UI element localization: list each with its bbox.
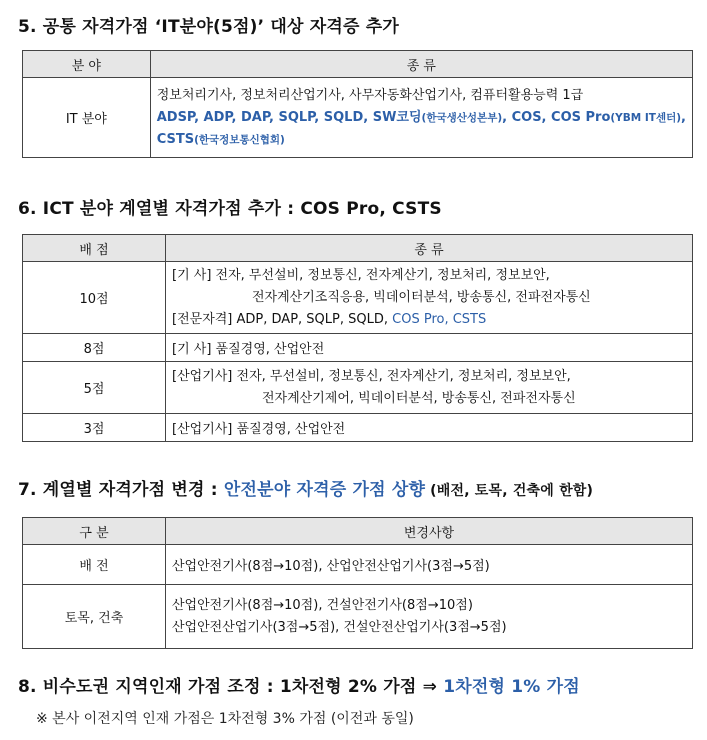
types-cell	[166, 262, 693, 334]
row-line: 산업안전기사(8점→10점), 건설안전기사(8점→10점)	[172, 597, 473, 613]
types-cell: [기 사] 품질경영, 산업안전	[166, 334, 693, 362]
row-line: [기 사] 전자, 무선설비, 정보통신, 전자계산기, 정보처리, 정보보안,	[172, 267, 550, 283]
section-8-note: ※ 본사 이전지역 인재 가점은 1차전형 3% 가점 (이전과 동일)	[36, 711, 414, 727]
table-row	[23, 362, 693, 414]
it-types-line-3: CSTS(한국정보통신협회)	[156, 131, 285, 147]
col-score-header: 배 점	[23, 235, 166, 262]
it-types-cell	[150, 78, 692, 158]
table-row	[23, 334, 693, 362]
col-type-header: 종 류	[150, 51, 692, 78]
ict-score-table	[22, 234, 693, 442]
col-type-header: 종 류	[166, 235, 693, 262]
row-line: [산업기사] 전자, 무선설비, 정보통신, 전자계산기, 정보처리, 정보보안,	[172, 368, 571, 384]
section-6-title: 6. ICT 분야 계열별 자격가점 추가 : COS Pro, CSTS	[18, 199, 442, 219]
row-line: [전문자격] ADP, DAP, SQLP, SQLD, COS Pro, CSTS	[172, 311, 487, 327]
change-cell: 산업안전기사(8점→10점), 산업안전산업기사(3점→5점)	[166, 545, 693, 585]
section-8-title: 8. 비수도권 지역인재 가점 조정 : 1차전형 2% 가점 ⇒ 1차전형 1% 가점	[18, 677, 580, 697]
score-cell: 3점	[23, 414, 166, 442]
category-cell: 배 전	[23, 545, 166, 585]
section-7-title: 7. 계열별 자격가점 변경 : 안전분야 자격증 가점 상향 (배전, 토목, 건축에 한함)	[18, 480, 594, 500]
col-field-header: 분 야	[23, 51, 151, 78]
it-field-cell: IT 분야	[23, 78, 151, 158]
row-line: 전자계산기조직응용, 빅데이터분석, 방송통신, 전파전자통신	[252, 289, 591, 305]
types-cell	[166, 362, 693, 414]
col-category-header: 구 분	[23, 518, 166, 545]
types-cell: [산업기사] 품질경영, 산업안전	[166, 414, 693, 442]
it-field-table	[22, 50, 693, 158]
change-cell	[166, 585, 693, 649]
it-types-line-1: 정보처리기사, 정보처리산업기사, 사무자동화산업기사, 컴퓨터활용능력 1급	[156, 87, 584, 103]
section-5-title: 5. 공통 자격가점 ‘IT분야(5점)’ 대상 자격증 추가	[18, 17, 399, 37]
score-cell: 5점	[23, 362, 166, 414]
row-line: 산업안전산업기사(3점→5점), 건설안전산업기사(3점→5점)	[172, 619, 507, 635]
score-cell: 8점	[23, 334, 166, 362]
table-row	[23, 545, 693, 585]
it-types-line-2: ADSP, ADP, DAP, SQLP, SQLD, SW코딩(한국생산성본부), COS, COS Pro(YBM IT센터),	[156, 109, 686, 125]
col-change-header: 변경사항	[166, 518, 693, 545]
table-row	[23, 585, 693, 649]
category-cell: 토목, 건축	[23, 585, 166, 649]
row-line: 전자계산기제어, 빅데이터분석, 방송통신, 전파전자통신	[262, 390, 576, 406]
safety-change-table	[22, 517, 693, 649]
table-row	[23, 262, 693, 334]
table-row	[23, 414, 693, 442]
score-cell: 10점	[23, 262, 166, 334]
